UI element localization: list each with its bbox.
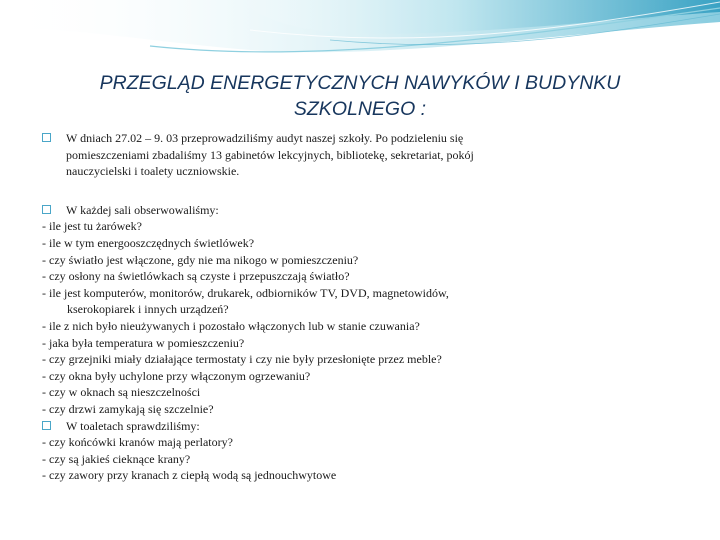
list-item: - czy drzwi zamykają się szczelnie? <box>42 401 214 416</box>
list-item: - czy grzejniki miały działające termostaty i czy nie były przesłonięte przez meble? <box>42 352 442 367</box>
list-item: - czy końcówki kranów mają perlatory? <box>42 435 233 450</box>
list-item: - ile w tym energooszczędnych świetlówek? <box>42 235 255 250</box>
observed-list <box>42 218 642 417</box>
toilets-heading: W toaletach sprawdziliśmy: <box>42 418 642 435</box>
toilets-list <box>42 434 642 484</box>
square-bullet-icon <box>42 133 51 142</box>
list-item: - czy zawory przy kranach z ciepłą wodą są jednouchwytowe <box>42 468 337 483</box>
intro-line-1: W dniach 27.02 – 9. 03 przeprowadziliśmy audyt naszej szkoły. Po podzieleniu się <box>66 131 464 145</box>
list-item: - czy światło jest włączone, gdy nie ma nikogo w pomieszczeniu? <box>42 252 359 267</box>
list-item: - jaka była temperatura w pomieszczeniu? <box>42 335 245 350</box>
list-item-continuation: kserokopiarek i innych urządzeń? <box>67 302 229 317</box>
slide-body <box>42 130 642 484</box>
intro-paragraph <box>42 130 642 180</box>
observed-heading: W każdej sali obserwowaliśmy: <box>42 202 642 219</box>
decorative-wave-header <box>0 0 720 70</box>
list-item: - czy okna były uchylone przy włączonym ogrzewaniu? <box>42 368 311 383</box>
intro-line-3: nauczycielski i toalety uczniowskie. <box>66 164 240 179</box>
square-bullet-icon <box>42 205 51 214</box>
square-bullet-icon <box>42 421 51 430</box>
title-line-2: SZKOLNEGO : <box>293 98 427 120</box>
list-item: - czy osłony na świetlówkach są czyste i przepuszczają światło? <box>42 269 350 284</box>
list-item: - czy w oknach są nieszczelności <box>42 385 201 400</box>
list-item: - ile jest tu żarówek? <box>42 219 142 234</box>
slide-title <box>40 70 680 122</box>
list-item: - ile jest komputerów, monitorów, drukarek, odbiorników TV, DVD, magnetowidów, <box>42 285 449 300</box>
intro-line-2: pomieszczeniami zbadaliśmy 13 gabinetów lekcyjnych, bibliotekę, sekretariat, pokój <box>66 147 474 162</box>
list-item: - czy są jakieś cieknące krany? <box>42 451 191 466</box>
list-item: - ile z nich było nieużywanych i pozostało włączonych lub w stanie czuwania? <box>42 318 420 333</box>
title-line-1: PRZEGLĄD ENERGETYCZNYCH NAWYKÓW I BUDYNKU <box>99 72 621 94</box>
